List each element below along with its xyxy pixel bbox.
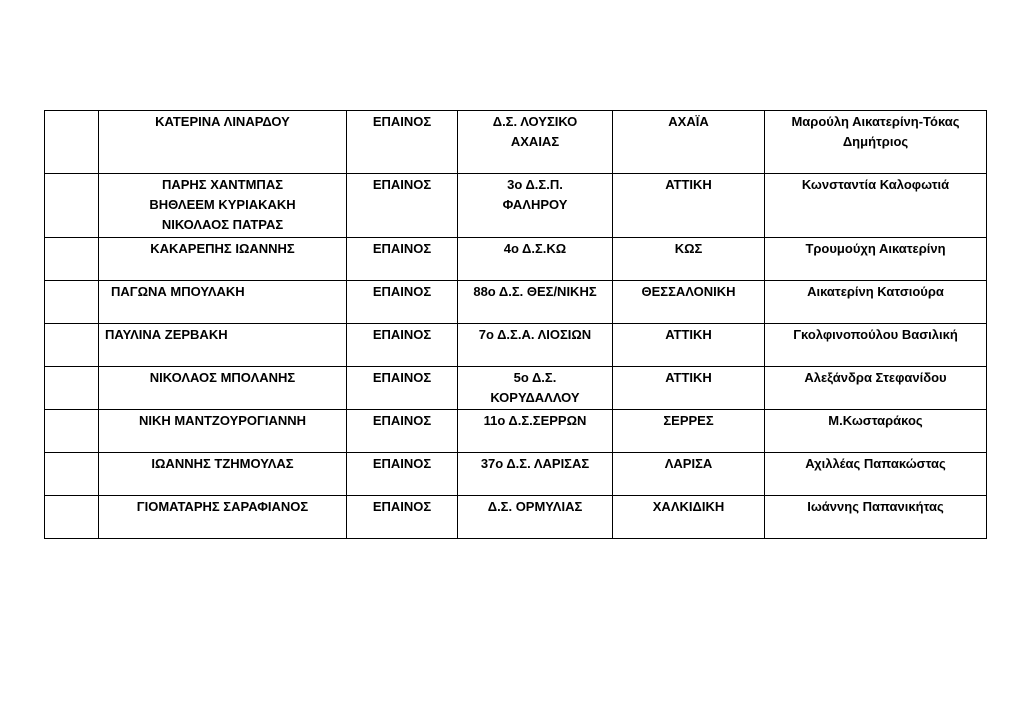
table-row	[45, 238, 987, 281]
table-row	[45, 174, 987, 238]
row-number-cell	[45, 238, 99, 281]
row-number-cell	[45, 453, 99, 496]
award-cell: ΕΠΑΙΝΟΣ	[347, 111, 458, 174]
table-row	[45, 496, 987, 539]
row-number-cell	[45, 410, 99, 453]
table-row	[45, 281, 987, 324]
award-cell: ΕΠΑΙΝΟΣ	[347, 174, 458, 238]
row-number-cell	[45, 324, 99, 367]
row-number-cell	[45, 174, 99, 238]
teacher-cell: Τρουμούχη Αικατερίνη	[765, 238, 987, 281]
school-cell: Δ.Σ. ΟΡΜΥΛΙΑΣ	[458, 496, 613, 539]
row-number-cell	[45, 496, 99, 539]
school-cell: 3ο Δ.Σ.Π. ΦΑΛΗΡΟΥ	[458, 174, 613, 238]
row-number-cell	[45, 281, 99, 324]
award-cell: ΕΠΑΙΝΟΣ	[347, 367, 458, 410]
award-cell: ΕΠΑΙΝΟΣ	[347, 238, 458, 281]
table-row	[45, 324, 987, 367]
table-row	[45, 410, 987, 453]
teacher-cell: Μαρούλη Αικατερίνη-Τόκας Δημήτριος	[765, 111, 987, 174]
student-name-cell: ΝΙΚΟΛΑΟΣ ΜΠΟΛΑΝΗΣ	[99, 367, 347, 410]
school-cell: 4ο Δ.Σ.ΚΩ	[458, 238, 613, 281]
school-cell: 5ο Δ.Σ. ΚΟΡΥΔΑΛΛΟΥ	[458, 367, 613, 410]
region-cell: ΣΕΡΡΕΣ	[613, 410, 765, 453]
teacher-cell: Αχιλλέας Παπακώστας	[765, 453, 987, 496]
school-cell: 11ο Δ.Σ.ΣΕΡΡΩΝ	[458, 410, 613, 453]
award-cell: ΕΠΑΙΝΟΣ	[347, 453, 458, 496]
student-name-cell: ΠΑΡΗΣ ΧΑΝΤΜΠΑΣ ΒΗΘΛΕΕΜ ΚΥΡΙΑΚΑΚΗ ΝΙΚΟΛΑΟΣ ΠΑΤΡΑΣ	[99, 174, 347, 238]
table-row	[45, 453, 987, 496]
school-cell: 7ο Δ.Σ.Α. ΛΙΟΣΙΩΝ	[458, 324, 613, 367]
student-name-cell: ΠΑΓΩΝΑ ΜΠΟΥΛΑΚΗ	[99, 281, 347, 324]
region-cell: ΑΤΤΙΚΗ	[613, 367, 765, 410]
teacher-cell: Αλεξάνδρα Στεφανίδου	[765, 367, 987, 410]
student-name-cell: ΝΙΚΗ ΜΑΝΤΖΟΥΡΟΓΙΑΝΝΗ	[99, 410, 347, 453]
table-row	[45, 111, 987, 174]
region-cell: ΧΑΛΚΙΔΙΚΗ	[613, 496, 765, 539]
teacher-cell: Γκολφινοπούλου Βασιλική	[765, 324, 987, 367]
award-cell: ΕΠΑΙΝΟΣ	[347, 281, 458, 324]
region-cell: ΑΤΤΙΚΗ	[613, 324, 765, 367]
award-cell: ΕΠΑΙΝΟΣ	[347, 410, 458, 453]
row-number-cell	[45, 367, 99, 410]
student-name-cell: ΙΩΑΝΝΗΣ ΤΖΗΜΟΥΛΑΣ	[99, 453, 347, 496]
school-cell: Δ.Σ. ΛΟΥΣΙΚΟ ΑΧΑΙΑΣ	[458, 111, 613, 174]
region-cell: ΑΤΤΙΚΗ	[613, 174, 765, 238]
student-name-cell: ΓΙΟΜΑΤΑΡΗΣ ΣΑΡΑΦΙΑΝΟΣ	[99, 496, 347, 539]
region-cell: ΛΑΡΙΣΑ	[613, 453, 765, 496]
row-number-cell	[45, 111, 99, 174]
teacher-cell: Ιωάννης Παπανικήτας	[765, 496, 987, 539]
region-cell: ΘΕΣΣΑΛΟΝΙΚΗ	[613, 281, 765, 324]
school-cell: 88ο Δ.Σ. ΘΕΣ/ΝΙΚΗΣ	[458, 281, 613, 324]
teacher-cell: Κωνσταντία Καλοφωτιά	[765, 174, 987, 238]
table-row	[45, 367, 987, 410]
student-name-cell: ΚΑΚΑΡΕΠΗΣ ΙΩΑΝΝΗΣ	[99, 238, 347, 281]
awards-table	[44, 110, 987, 539]
award-cell: ΕΠΑΙΝΟΣ	[347, 324, 458, 367]
student-name-cell: ΚΑΤΕΡΙΝΑ ΛΙΝΑΡΔΟΥ	[99, 111, 347, 174]
student-name-cell: ΠΑΥΛΙΝΑ ΖΕΡΒΑΚΗ	[99, 324, 347, 367]
teacher-cell: Αικατερίνη Κατσιούρα	[765, 281, 987, 324]
award-cell: ΕΠΑΙΝΟΣ	[347, 496, 458, 539]
school-cell: 37ο Δ.Σ. ΛΑΡΙΣΑΣ	[458, 453, 613, 496]
region-cell: ΑΧΑΪΑ	[613, 111, 765, 174]
teacher-cell: Μ.Κωσταράκος	[765, 410, 987, 453]
region-cell: ΚΩΣ	[613, 238, 765, 281]
